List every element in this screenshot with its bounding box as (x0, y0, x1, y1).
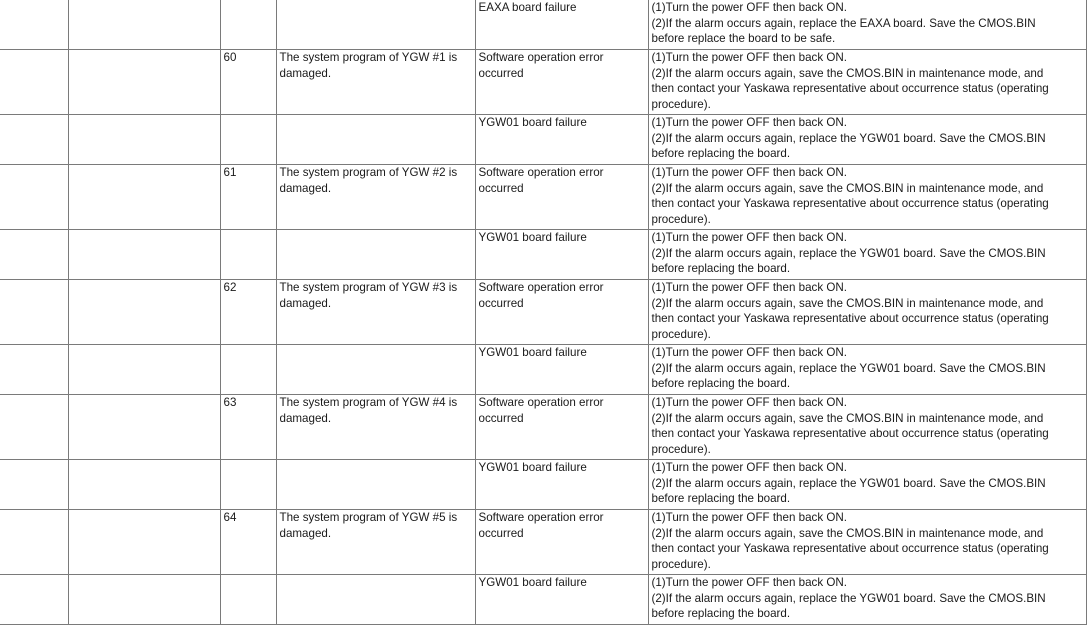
alarm-name-cell (68, 460, 220, 510)
cause-cell: YGW01 board failure (475, 230, 648, 280)
sub-description-cell (276, 345, 475, 395)
alarm-number-cell (0, 0, 68, 50)
alarm-number-cell (0, 395, 68, 460)
remedy-cell: (1)Turn the power OFF then back ON. (2)If the alarm occurs again, save the CMOS.BIN in maintenance mode, and then contact your Yaskawa representative about occurrence status (operating procedure). (648, 510, 1086, 575)
sub-code-cell (220, 460, 276, 510)
table-row (0, 460, 1086, 510)
sub-code-cell (220, 345, 276, 395)
cause-cell: YGW01 board failure (475, 345, 648, 395)
cause-cell: Software operation error occurred (475, 165, 648, 230)
remedy-cell: (1)Turn the power OFF then back ON. (2)If the alarm occurs again, replace the YGW01 board. Save the CMOS.BIN before replacing the board. (648, 230, 1086, 280)
sub-code-cell (220, 0, 276, 50)
alarm-name-cell (68, 510, 220, 575)
alarm-name-cell (68, 280, 220, 345)
alarm-name-cell (68, 115, 220, 165)
cause-cell: Software operation error occurred (475, 50, 648, 115)
alarm-number-cell (0, 115, 68, 165)
alarm-name-cell (68, 165, 220, 230)
alarm-name-cell (68, 395, 220, 460)
table-row (0, 230, 1086, 280)
cause-cell: YGW01 board failure (475, 575, 648, 625)
sub-description-cell: The system program of YGW #1 is damaged. (276, 50, 475, 115)
remedy-cell: (1)Turn the power OFF then back ON. (2)If the alarm occurs again, save the CMOS.BIN in maintenance mode, and then contact your Yaskawa representative about occurrence status (operating procedure). (648, 165, 1086, 230)
alarm-number-cell (0, 165, 68, 230)
alarm-number-cell (0, 50, 68, 115)
alarm-name-cell (68, 0, 220, 50)
remedy-cell: (1)Turn the power OFF then back ON. (2)If the alarm occurs again, replace the YGW01 board. Save the CMOS.BIN before replacing the board. (648, 460, 1086, 510)
alarm-number-cell (0, 280, 68, 345)
sub-code-cell (220, 115, 276, 165)
remedy-cell: (1)Turn the power OFF then back ON. (2)If the alarm occurs again, save the CMOS.BIN in maintenance mode, and then contact your Yaskawa representative about occurrence status (operating procedure). (648, 280, 1086, 345)
sub-code-cell: 63 (220, 395, 276, 460)
sub-description-cell: The system program of YGW #4 is damaged. (276, 395, 475, 460)
sub-description-cell (276, 0, 475, 50)
sub-description-cell: The system program of YGW #5 is damaged. (276, 510, 475, 575)
sub-code-cell: 62 (220, 280, 276, 345)
alarm-number-cell (0, 510, 68, 575)
cause-cell: YGW01 board failure (475, 115, 648, 165)
sub-description-cell: The system program of YGW #3 is damaged. (276, 280, 475, 345)
cause-cell: EAXA board failure (475, 0, 648, 50)
sub-description-cell (276, 230, 475, 280)
alarm-name-cell (68, 345, 220, 395)
cause-cell: Software operation error occurred (475, 280, 648, 345)
sub-code-cell: 60 (220, 50, 276, 115)
remedy-cell: (1)Turn the power OFF then back ON. (2)If the alarm occurs again, replace the EAXA board. Save the CMOS.BIN before replace the board to be safe. (648, 0, 1086, 50)
table-row (0, 395, 1086, 460)
sub-code-cell (220, 230, 276, 280)
cause-cell: Software operation error occurred (475, 395, 648, 460)
remedy-cell: (1)Turn the power OFF then back ON. (2)If the alarm occurs again, replace the YGW01 board. Save the CMOS.BIN before replacing the board. (648, 575, 1086, 625)
alarm-number-cell (0, 460, 68, 510)
remedy-cell: (1)Turn the power OFF then back ON. (2)If the alarm occurs again, save the CMOS.BIN in maintenance mode, and then contact your Yaskawa representative about occurrence status (operating procedure). (648, 395, 1086, 460)
alarm-name-cell (68, 575, 220, 625)
alarm-name-cell (68, 50, 220, 115)
sub-description-cell: The system program of YGW #2 is damaged. (276, 165, 475, 230)
alarm-name-cell (68, 230, 220, 280)
cause-cell: Software operation error occurred (475, 510, 648, 575)
sub-description-cell (276, 115, 475, 165)
sub-code-cell (220, 575, 276, 625)
table-row (0, 115, 1086, 165)
table-row (0, 280, 1086, 345)
remedy-cell: (1)Turn the power OFF then back ON. (2)If the alarm occurs again, save the CMOS.BIN in maintenance mode, and then contact your Yaskawa representative about occurrence status (operating procedure). (648, 50, 1086, 115)
remedy-cell: (1)Turn the power OFF then back ON. (2)If the alarm occurs again, replace the YGW01 board. Save the CMOS.BIN before replacing the board. (648, 115, 1086, 165)
alarm-number-cell (0, 230, 68, 280)
table-row (0, 575, 1086, 625)
alarm-number-cell (0, 345, 68, 395)
table-row (0, 345, 1086, 395)
sub-code-cell: 61 (220, 165, 276, 230)
remedy-cell: (1)Turn the power OFF then back ON. (2)If the alarm occurs again, replace the YGW01 board. Save the CMOS.BIN before replacing the board. (648, 345, 1086, 395)
cause-cell: YGW01 board failure (475, 460, 648, 510)
sub-code-cell: 64 (220, 510, 276, 575)
sub-description-cell (276, 460, 475, 510)
table-row (0, 0, 1086, 50)
sub-description-cell (276, 575, 475, 625)
table-row (0, 50, 1086, 115)
table-row (0, 510, 1086, 575)
table-row (0, 165, 1086, 230)
alarm-number-cell (0, 575, 68, 625)
